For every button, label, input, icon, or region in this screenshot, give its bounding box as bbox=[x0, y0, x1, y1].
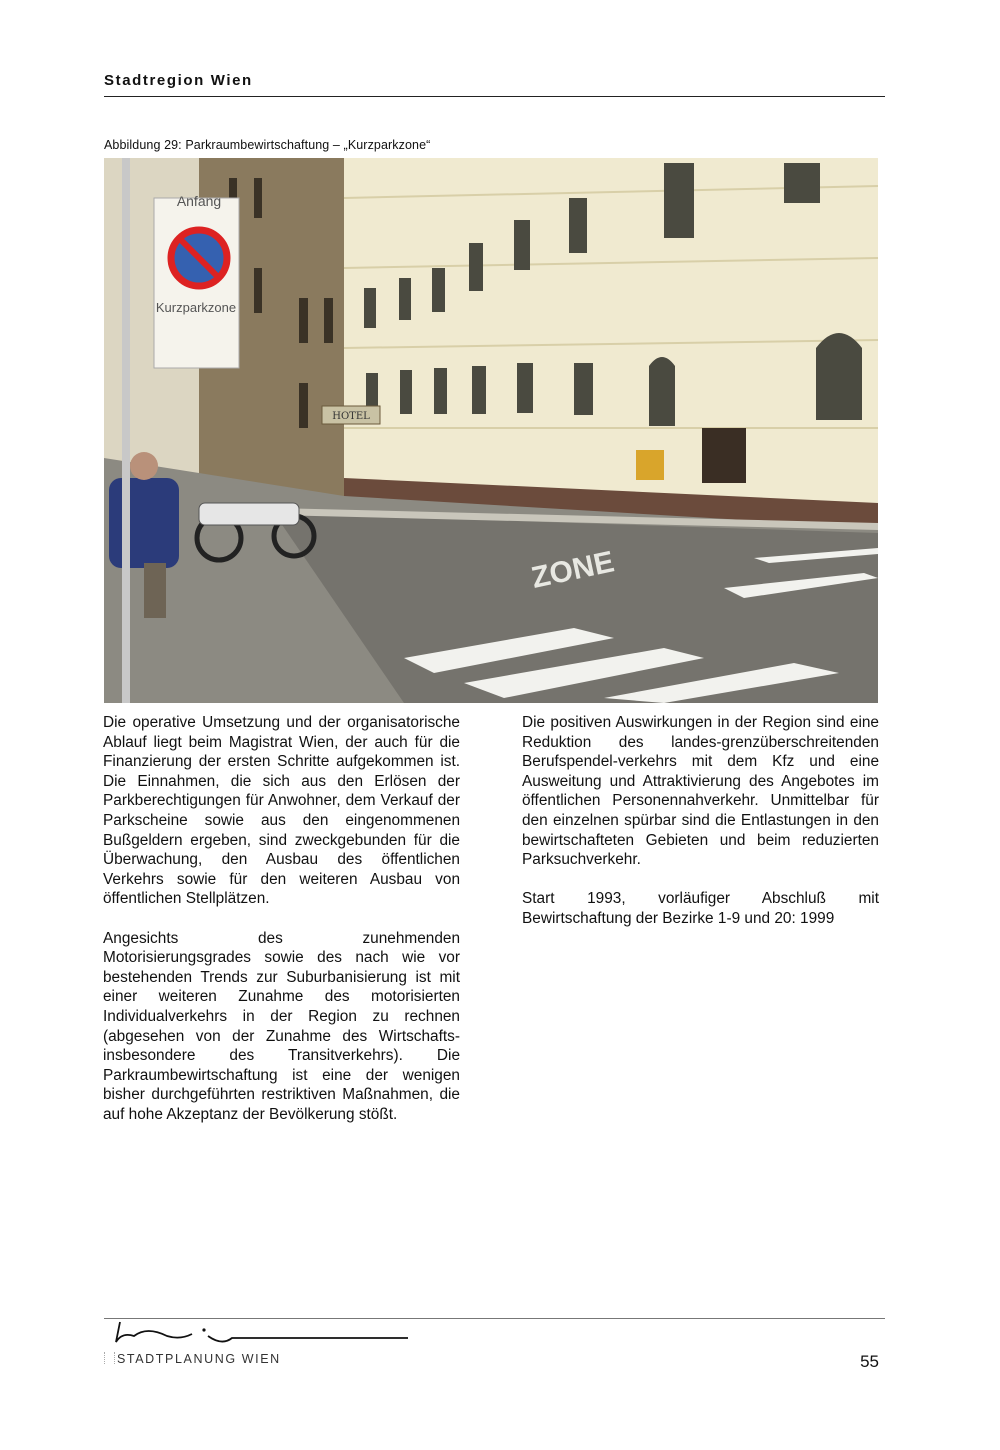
text-column-right bbox=[522, 713, 879, 929]
road-marking-text: ZONE bbox=[528, 545, 617, 595]
sign-line-kurzparkzone: Kurzparkzone bbox=[155, 300, 237, 315]
paragraph: Start 1993, vorläufiger Abschluß mit Bewirtschaftung der Bezirke 1-9 und 20: 1999 bbox=[522, 890, 879, 927]
running-header-title: Stadtregion Wien bbox=[104, 72, 253, 89]
city-crest-icon bbox=[104, 1352, 115, 1364]
kurzparkzone-sign bbox=[154, 193, 239, 368]
footer-logo-text: STADTPLANUNG WIEN bbox=[117, 1352, 281, 1366]
paragraph: Die operative Umsetzung und der organisatorische Ablauf liegt beim Magistrat Wien, der auch für die Finanzierung der ersten Schritte aufgekommen ist. Die Einnahmen, die sich aus den Erlösen der Parkberechtigungen für Anwohner, dem Verkauf der Parkscheine sowie aus den eingenommenen Bußgeldern ergeben, sind zweckgebunden für die Überwachung, den Ausbau des öffentlichen Verkehrs sowie für den weiteren Ausbau von öffentlichen Stellplätzen. bbox=[103, 714, 460, 908]
wien-signature-logo bbox=[112, 1318, 412, 1350]
sign-line-anfang: Anfang bbox=[176, 193, 222, 209]
figure-photo-kurzparkzone bbox=[104, 158, 878, 703]
paragraph: Angesichts des zunehmenden Motorisierungsgrades sowie des nach wie vor bestehenden Trends zur Suburbanisierung ist mit einer weiteren Zunahme des motorisierten Individualverkehrs in der Region zu rechnen (abgesehen von der Zunahme des Wirtschafts- insbesondere des Transitverkehrs). Die Parkraumbewirtschaftung ist eine der wenigen bisher durchgeführten restriktiven Maßnahmen, die auf hohe Akzeptanz der Bevölkerung stößt. bbox=[103, 929, 460, 1123]
figure-caption: Abbildung 29: Parkraumbewirtschaftung – „Kurzparkzone“ bbox=[104, 138, 431, 152]
page-number: 55 bbox=[860, 1352, 879, 1371]
header-rule bbox=[104, 96, 885, 97]
hotel-sign-text: HOTEL bbox=[332, 411, 370, 422]
paragraph: Die positiven Auswirkungen in der Region sind eine Reduktion des landes-grenzüberschreitenden Berufspendel-verkehrs mit dem Kfz und eine Ausweitung und Attraktivierung des Angebotes im öffentlichen Personennahverkehr. Unmittelbar für den einzelnen spürbar sind die Entlastungen in den bewirtschafteten Gebieten und beim reduzierten Parksuchverkehr. bbox=[522, 714, 879, 869]
text-column-left bbox=[103, 713, 460, 1124]
